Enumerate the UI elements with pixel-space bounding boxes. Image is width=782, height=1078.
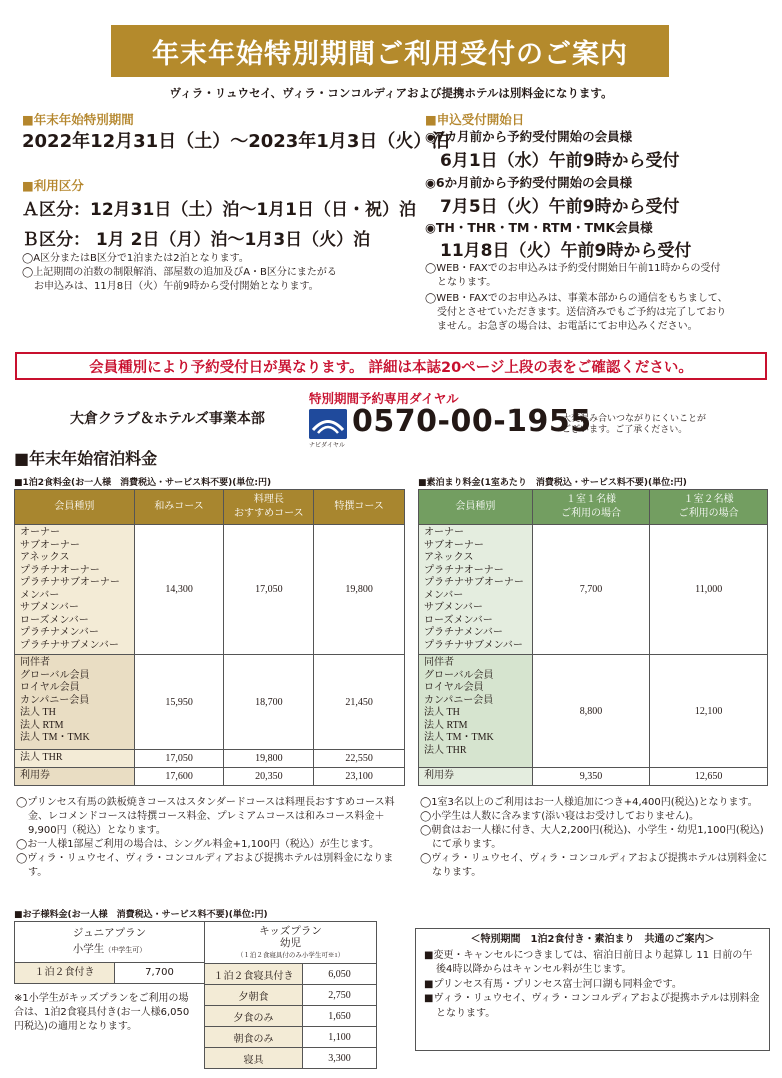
- reception-note-1b: となります。: [437, 277, 497, 288]
- meals-cell: 21,450: [314, 655, 405, 750]
- meals-cell: 17,050: [224, 525, 314, 655]
- room-cell: 8,800: [532, 655, 650, 768]
- meals-cell: 22,550: [314, 750, 405, 768]
- meals-row-1-label: [15, 525, 135, 655]
- page-banner: 年末年始特別期間ご利用受付のご案内: [111, 25, 669, 77]
- kids-item-price: 1,650: [303, 1006, 377, 1027]
- junior-plan-header: [15, 922, 204, 963]
- phone-note-line-2: ございます。ご了承ください。: [562, 425, 688, 435]
- kids-item-price: 6,050: [303, 964, 377, 985]
- dial-label: 特別期間予約専用ダイヤル: [309, 391, 459, 406]
- kids-plan-sub: 幼児: [280, 937, 301, 949]
- reception-note-2a: ◯WEB・FAXでのお申込みは、事業本部からの通信をもちまして、: [425, 293, 728, 304]
- meals-note: ◯プリンセス有馬の鉄板焼きコースはスタンダードコースは料理長おすすめコース料金、レコメンドコースは特撰コース料金、プレミアムコースは和みコース料金＋9,900円（税込）となります。: [16, 797, 395, 836]
- meals-cell: 23,100: [314, 768, 405, 786]
- kids-table-caption: ■お子様料金(お一人様 消費税込・サービス料不要)(単位:円): [14, 910, 268, 920]
- room-row-2-label-text: 同伴者 グローバル会員 ロイヤル会員 カンパニー会員 法人 TH 法人 RTM 法人 TM・TMK 法人 THR: [424, 657, 494, 756]
- meals-header-special: 特撰コース: [314, 490, 405, 525]
- meals-table: [14, 489, 405, 786]
- kids-item-label: 朝食のみ: [205, 1027, 303, 1048]
- reception-date-3: 11月8日（火）午前9時から受付: [440, 241, 692, 261]
- reception-item-1: ◉7カ月前から予約受付開始の会員様: [425, 129, 633, 144]
- room-note: ◯朝食はお一人様に付き、大人2,200円(税込)、小学生・幼児1,100円(税込)にて承ります。: [420, 825, 764, 850]
- room-cell: 7,700: [532, 525, 650, 655]
- usage-b: Ｂ区分： 1月 2日（月）泊～1月3日（火）泊: [22, 230, 371, 250]
- meals-note: ◯お一人様1部屋ご利用の場合は、シングル料金+1,100円（税込）が生じます。: [16, 839, 380, 850]
- junior-plan-price: 7,700: [145, 967, 174, 978]
- room-header-two-text: １室２名様 ご利用の場合: [678, 494, 739, 519]
- room-cell: 11,000: [650, 525, 768, 655]
- meals-cell: 17,600: [134, 768, 224, 786]
- room-note: ◯1室3名以上のご利用はお一人様追加につき+4,400円(税込)となります。: [420, 797, 758, 808]
- meals-cell: 15,950: [134, 655, 224, 750]
- room-notes: [420, 796, 770, 880]
- notice-banner: 会員種別により予約受付日が異なります。 詳細は本誌20ページ上段の表をご確認ください。: [15, 352, 767, 380]
- kids-item-price: 2,750: [303, 985, 377, 1006]
- meals-cell: 19,800: [224, 750, 314, 768]
- room-cell: 12,650: [650, 768, 768, 786]
- room-row-3-label: 利用券: [419, 768, 533, 786]
- meals-cell: 18,700: [224, 655, 314, 750]
- common-info-box: [415, 928, 770, 1051]
- room-row-2-label: [419, 655, 533, 768]
- period-heading: ■年末年始特別期間: [22, 112, 134, 127]
- junior-plan-sub-line: [15, 942, 204, 958]
- section-title: ■年末年始宿泊料金: [14, 449, 158, 468]
- room-cell: 9,350: [532, 768, 650, 786]
- reception-note-2b: 受付とさせていただきます。送信済みでもご予約は完了しており: [437, 307, 727, 318]
- usage-heading: ■利用区分: [22, 178, 84, 193]
- period-dates: 2022年12月31日（土）～2023年1月3日（火）泊: [22, 131, 450, 152]
- meals-row-3-label: 法人 THR: [15, 750, 135, 768]
- common-info-item: ■ヴィラ・リュウセイ、ヴィラ・コンコルディアおよび提携ホテルは別料金となります。: [424, 993, 760, 1019]
- meals-notes: [16, 796, 396, 880]
- reception-note-2c: ません。お急ぎの場合は、お電話にてお申込みください。: [437, 321, 698, 332]
- kids-item-label: 夕朝食: [205, 985, 303, 1006]
- phone-note: [562, 414, 732, 436]
- reception-item-3: ◉TH・THR・TM・RTM・TMK会員様: [425, 220, 653, 235]
- usage-note-1: ◯A区分またはB区分で1泊または2泊となります。: [22, 253, 249, 264]
- meals-note: ◯ヴィラ・リュウセイ、ヴィラ・コンコルディアおよび提携ホテルは別料金になります。: [16, 853, 394, 878]
- usage-note-3: お申込みは、11月8日（火）午前9時から受付開始となります。: [34, 281, 319, 292]
- reception-date-1: 6月1日（水）午前9時から受付: [440, 151, 680, 171]
- junior-plan-sub-note: （中学生可）: [104, 946, 147, 954]
- room-row-1-label-text: オーナー サブオーナー アネックス プラチナオーナー プラチナサブオーナー メンバー サブメンバー ローズメンバー プラチナメンバー プラチナサブメンバー: [424, 527, 524, 651]
- room-header-one: [532, 490, 650, 525]
- phone-note-line-1: 大変混み合いつながりにくいことが: [562, 414, 707, 424]
- reception-date-2: 7月5日（火）午前9時から受付: [440, 197, 680, 217]
- meals-header-chef: [224, 490, 314, 525]
- common-info-item: ■変更・キャンセルにつきましては、宿泊日前日より起算し 11 日前の午後4時以降からはキャンセル料が生じます。: [424, 949, 753, 975]
- meals-row-2-label: [15, 655, 135, 750]
- navi-dial-caption: ナビダイヤル: [309, 442, 345, 449]
- kids-plan-sub-note: （１泊２食寝具付のみ小学生可※1）: [236, 951, 345, 959]
- meals-table-caption: ■1泊2食料金(お一人様 消費税込・サービス料不要)(単位:円): [14, 478, 272, 488]
- organization-name: 大倉クラブ＆ホテルズ事業本部: [70, 411, 265, 427]
- navi-dial-logo-icon: [309, 409, 347, 439]
- common-info-item: ■プリンセス有馬・プリンセス富士河口湖も同料金です。: [424, 978, 682, 990]
- room-row-1-label: [419, 525, 533, 655]
- reception-heading: ■申込受付開始日: [425, 112, 525, 127]
- meals-header-chef-text: 料理長 おすすめコース: [234, 494, 304, 519]
- meals-cell: 14,300: [134, 525, 224, 655]
- usage-a: Ａ区分：12月31日（土）泊～1月1日（日・祝）泊: [22, 200, 416, 220]
- kids-plan-header: [205, 922, 377, 964]
- meals-cell: 20,350: [224, 768, 314, 786]
- room-table: [418, 489, 768, 786]
- phone-number[interactable]: 0570-00-1955: [352, 404, 592, 439]
- junior-plan-row: [15, 963, 204, 983]
- kids-item-label: 寝具: [205, 1048, 303, 1069]
- reception-item-2: ◉6か月前から予約受付開始の会員様: [425, 175, 633, 190]
- separate-pricing-note: ヴィラ・リュウセイ、ヴィラ・コンコルディアおよび提携ホテルは別料金になります。: [169, 86, 613, 100]
- usage-note-2: ◯上記期間の泊数の制限解消、部屋数の追加及びA・B区分にまたがる: [22, 267, 337, 278]
- room-note: ◯ヴィラ・リュウセイ、ヴィラ・コンコルディアおよび提携ホテルは別料金になります。: [420, 853, 768, 878]
- meals-header-nagomi: 和みコース: [134, 490, 224, 525]
- room-header-two: [650, 490, 768, 525]
- junior-plan: [14, 921, 205, 984]
- room-cell: 12,100: [650, 655, 768, 768]
- room-header-one-text: １室１名様 ご利用の場合: [561, 494, 621, 519]
- room-note: ◯小学生は人数に含みます(添い寝はお受けしておりません)。: [420, 811, 699, 822]
- common-info-heading: ＜特別期間 1泊2食付き・素泊まり 共通のご案内＞: [470, 934, 715, 945]
- reception-note-1a: ◯WEB・FAXでのお申込みは予約受付開始日午前11時からの受付: [425, 263, 721, 274]
- kids-plan-table: [204, 921, 377, 1069]
- kids-plan-title: キッズプラン: [259, 925, 322, 937]
- kids-item-price: 3,300: [303, 1048, 377, 1069]
- kids-item-label: 夕食のみ: [205, 1006, 303, 1027]
- kids-item-price: 1,100: [303, 1027, 377, 1048]
- meals-row-4-label: 利用券: [15, 768, 135, 786]
- meals-header-member: 会員種別: [15, 490, 135, 525]
- room-header-member: 会員種別: [419, 490, 533, 525]
- meals-cell: 17,050: [134, 750, 224, 768]
- junior-plan-title: ジュニアプラン: [72, 928, 147, 939]
- junior-plan-sub: 小学生: [72, 944, 105, 955]
- junior-plan-item: １泊２食付き: [15, 963, 115, 983]
- kids-item-label: １泊２食寝具付き: [205, 964, 303, 985]
- meals-cell: 19,800: [314, 525, 405, 655]
- meals-row-2-label-text: 同伴者 グローバル会員 ロイヤル会員 カンパニー会員 法人 TH 法人 RTM 法人 TM・TMK: [20, 657, 90, 743]
- room-table-caption: ■素泊まり料金(1室あたり 消費税込・サービス料不要)(単位:円): [418, 478, 687, 488]
- kids-footnote: ※1小学生がキッズプランをご利用の場合は、1泊2食寝具付き(お一人様6,050円税込)の適用となります。: [14, 993, 190, 1032]
- meals-row-1-label-text: オーナー サブオーナー アネックス プラチナオーナー プラチナサブオーナー メンバー サブメンバー ローズメンバー プラチナメンバー プラチナサブメンバー: [20, 527, 120, 651]
